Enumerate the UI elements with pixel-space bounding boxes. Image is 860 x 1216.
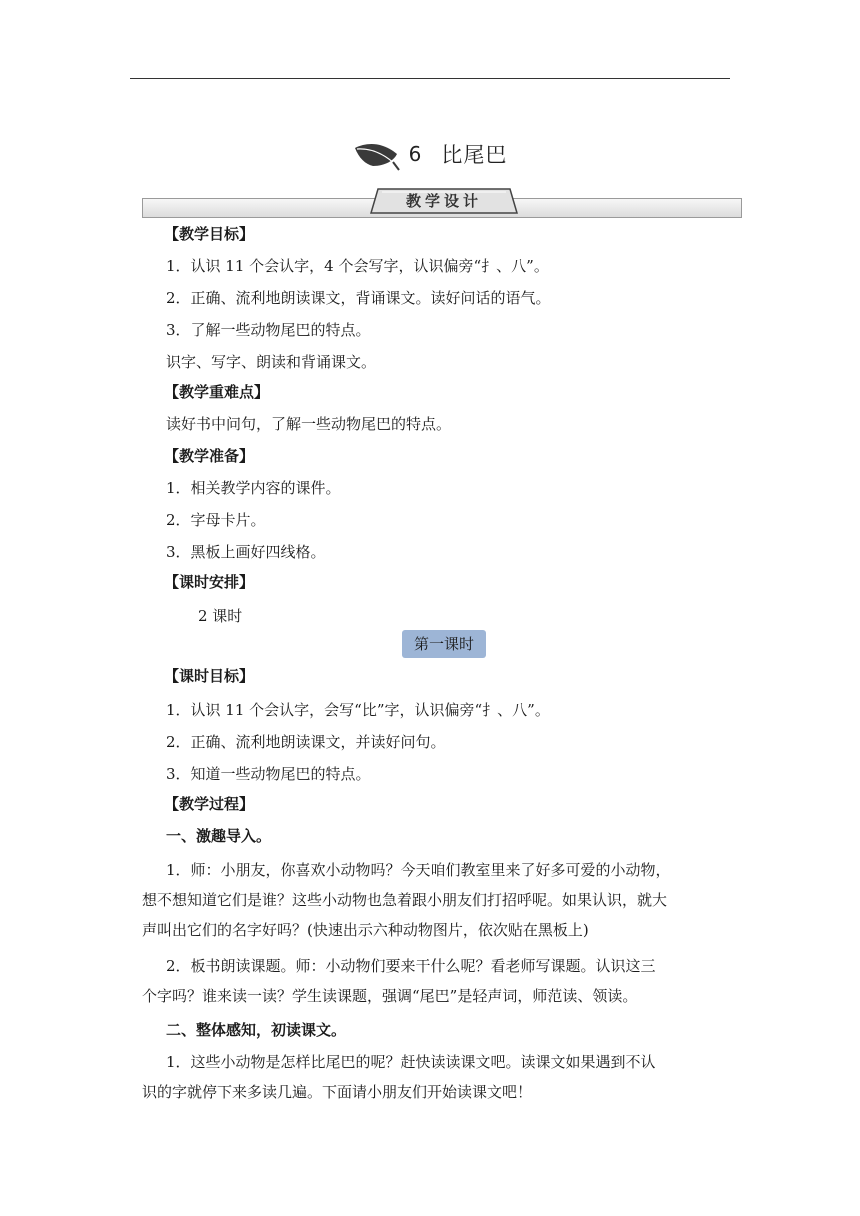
period-goal-item: 1．认识 11 个会认字，会写“比”字，认识偏旁“扌、八”。 xyxy=(166,701,550,719)
paragraph-line: 1．师：小朋友，你喜欢小动物吗？今天咱们教室里来了好多可爱的小动物， xyxy=(166,861,671,879)
section-heading-key: 【教学重难点】 xyxy=(164,383,270,401)
goal-item: 2．正确、流利地朗读课文，背诵课文。读好问话的语气。 xyxy=(166,289,551,307)
step-heading: 一、激趣导入。 xyxy=(166,827,272,845)
header-rule xyxy=(130,78,730,79)
section-heading-schedule: 【课时安排】 xyxy=(164,573,255,591)
paragraph-line: 2．板书朗读课题。师：小动物们要来干什么呢？看老师写课题。认识这三 xyxy=(166,957,656,975)
section-heading-prep: 【教学准备】 xyxy=(164,447,255,465)
key-text: 读好书中问句，了解一些动物尾巴的特点。 xyxy=(166,415,452,433)
feather-quill-icon xyxy=(353,136,401,172)
paragraph-line: 声叫出它们的名字好吗？(快速出示六种动物图片，依次贴在黑板上) xyxy=(142,921,589,939)
section-heading-process: 【教学过程】 xyxy=(164,795,255,813)
paragraph-line: 识的字就停下来多读几遍。下面请小朋友们开始读课文吧！ xyxy=(142,1083,533,1101)
paragraph-line: 个字吗？谁来读一读？学生读课题，强调“尾巴”是轻声词，师范读、领读。 xyxy=(142,987,638,1005)
lesson-title-row xyxy=(0,136,860,172)
prep-item: 2．字母卡片。 xyxy=(166,511,266,529)
banner-label: 教学设计 xyxy=(405,192,482,210)
step-heading: 二、整体感知，初读课文。 xyxy=(166,1021,347,1039)
paragraph-line: 1．这些小动物是怎样比尾巴的呢？赶快读读课文吧。读课文如果遇到不认 xyxy=(166,1053,656,1071)
lesson-title: 比尾巴 xyxy=(441,143,508,167)
section-heading-period-goals: 【课时目标】 xyxy=(164,667,255,685)
goal-item: 1．认识 11 个会认字，4 个会写字，认识偏旁“扌、八”。 xyxy=(166,257,549,275)
paragraph-line: 想不想知道它们是谁？这些小动物也急着跟小朋友们打招呼呢。如果认识，就大 xyxy=(142,891,668,909)
period-goal-item: 3．知道一些动物尾巴的特点。 xyxy=(166,765,371,783)
goal-item: 识字、写字、朗读和背诵课文。 xyxy=(166,353,377,371)
lesson-number: 6 xyxy=(408,142,422,166)
goal-item: 3．了解一些动物尾巴的特点。 xyxy=(166,321,371,339)
period-label-badge: 第一课时 xyxy=(402,630,486,658)
prep-item: 1．相关教学内容的课件。 xyxy=(166,479,341,497)
prep-item: 3．黑板上画好四线格。 xyxy=(166,543,326,561)
schedule-text: 2 课时 xyxy=(198,607,243,625)
section-heading-goals: 【教学目标】 xyxy=(164,225,255,243)
period-goal-item: 2．正确、流利地朗读课文，并读好问句。 xyxy=(166,733,446,751)
